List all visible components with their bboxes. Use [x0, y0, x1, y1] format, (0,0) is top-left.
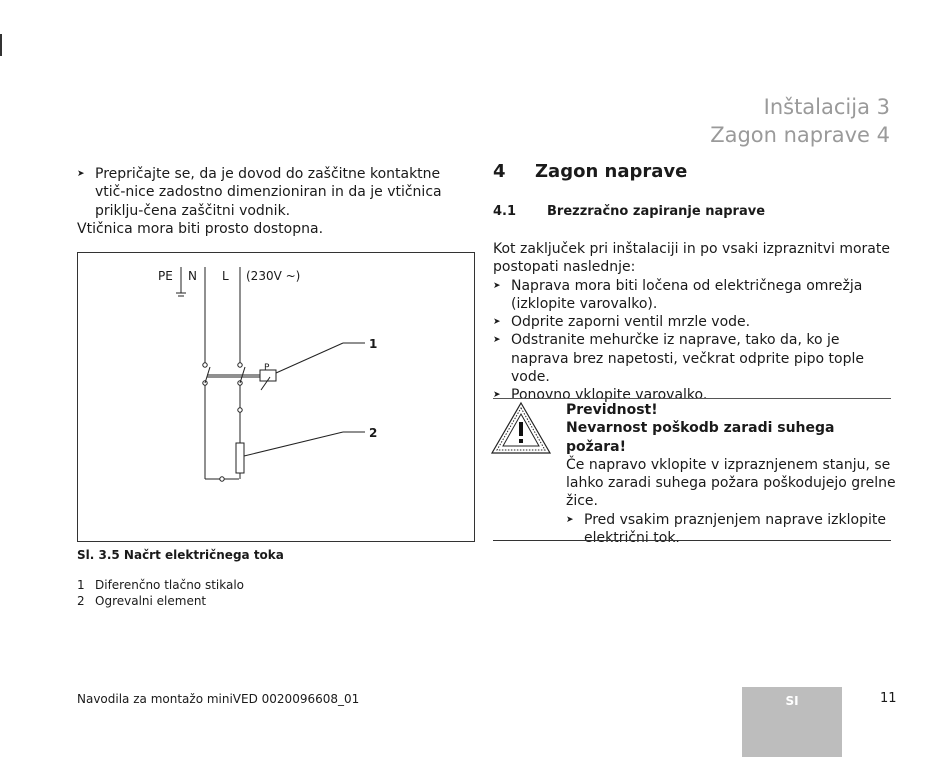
- legend-number: 2: [77, 594, 85, 608]
- list-item: [493, 313, 893, 331]
- subsection-number: 4.1: [493, 204, 517, 219]
- label-voltage: (230V ~): [246, 269, 301, 283]
- figure-legend: [77, 577, 244, 609]
- left-column: [77, 165, 475, 238]
- warning-bottom-rule: [493, 540, 891, 541]
- footer-doc-title: Navodila za montažo miniVED 0020096608_01: [77, 692, 360, 706]
- triangle-right-icon: ➤: [77, 169, 85, 179]
- warning-bullet: Pred vsakim praznjenjem naprave izklopite električni tok.: [584, 511, 886, 547]
- list-item: [493, 331, 893, 386]
- triangle-right-icon: ➤: [493, 280, 501, 291]
- callout-1-number: 1: [369, 337, 378, 351]
- page-header: [710, 93, 890, 149]
- triangle-right-icon: ➤: [493, 390, 501, 401]
- bullet-text: Prepričajte se, da je dovod do zaščitne kontaktne vtič-nice zadostno dimenzioniran in da je vtičnica priklju-čena zaščitni vodnik.: [95, 166, 442, 219]
- legend-item: [77, 577, 244, 593]
- header-chapter-4: Zagon naprave 4: [710, 123, 890, 147]
- label-p: P: [264, 363, 270, 373]
- instructions: [493, 240, 893, 405]
- note-text: Vtičnica mora biti prosto dostopna.: [77, 220, 324, 237]
- label-n: N: [188, 269, 197, 283]
- right-column: [493, 160, 893, 405]
- legend-item: [77, 593, 244, 609]
- triangle-right-icon: ➤: [566, 514, 574, 525]
- callout-2-leader: [244, 432, 343, 456]
- step-text: Odprite zaporni ventil mrzle vode.: [511, 314, 751, 331]
- step-text: Ponovno vklopite varovalko.: [511, 387, 708, 404]
- warning-text: Če napravo vklopite v izpraznjenem stanju, se lahko zaradi suhega požara poškodujejo grelne žice.: [566, 456, 896, 510]
- list-item: [566, 511, 896, 548]
- section-title: Zagon naprave: [535, 161, 688, 182]
- callout-2-number: 2: [369, 426, 378, 440]
- crop-mark: [0, 34, 2, 56]
- warning-title: Previdnost!: [566, 402, 658, 418]
- figure-caption: Sl. 3.5 Načrt električnega toka: [77, 548, 284, 562]
- warning-subtitle: Nevarnost poškodb zaradi suhega požara!: [566, 420, 835, 455]
- warning-block: [566, 401, 896, 547]
- section-number: 4: [493, 161, 506, 182]
- label-l: L: [222, 269, 229, 283]
- pressure-switch-arrow: [261, 377, 270, 390]
- warning-triangle-icon: [490, 401, 552, 455]
- intro-text: Kot zaključek pri inštalaciji in po vsaki izpraznitvi morate postopati naslednje:: [493, 241, 890, 276]
- subsection-heading: [493, 204, 893, 220]
- step-text: Naprava mora biti ločena od električnega omrežja (izklopite varovalko).: [511, 277, 863, 312]
- legend-number: 1: [77, 578, 85, 592]
- callout-1-leader: [276, 343, 343, 373]
- subsection-title: Brezzračno zapiranje naprave: [547, 204, 766, 219]
- step-text: Odstranite mehurčke iz naprave, tako da, ko je naprava brez napetosti, večkrat odprite pipo tople vode.: [511, 332, 864, 386]
- circuit-diagram: [77, 252, 475, 542]
- triangle-right-icon: ➤: [493, 317, 501, 328]
- language-code: SI: [785, 694, 799, 708]
- legend-text: Diferenčno tlačno stikalo: [95, 578, 245, 592]
- label-pe: PE: [158, 269, 173, 283]
- circuit-diagram-svg: [78, 253, 474, 541]
- header-chapter-3: Inštalacija 3: [763, 95, 890, 119]
- language-tab: [742, 687, 842, 757]
- section-heading: [493, 160, 893, 184]
- legend-text: Ogrevalni element: [95, 594, 207, 608]
- warning-top-rule: [493, 398, 891, 399]
- heater-element: [236, 443, 244, 473]
- triangle-right-icon: ➤: [493, 335, 501, 346]
- list-item: [493, 277, 893, 314]
- list-item: [77, 165, 475, 220]
- page-number: 11: [880, 691, 897, 706]
